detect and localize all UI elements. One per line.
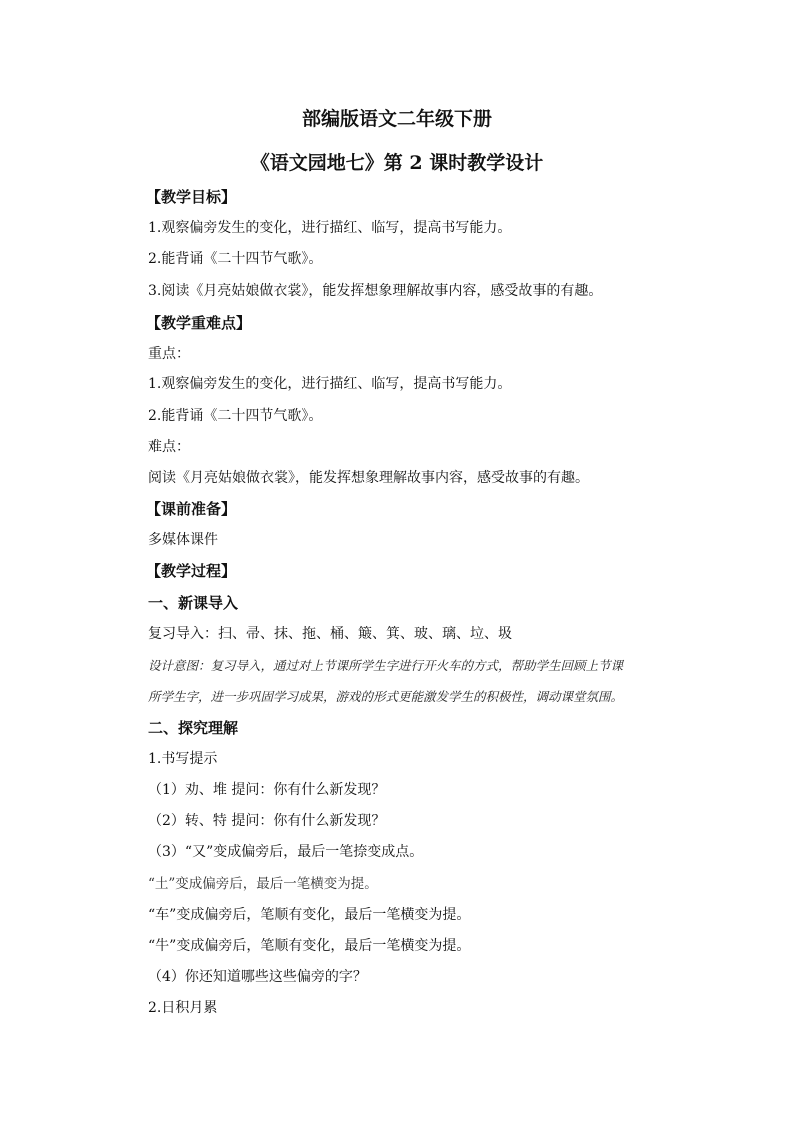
key-points-heading: 【教学重难点】: [146, 314, 252, 332]
key-label: 重点：: [148, 346, 190, 362]
question-2: （2）转、特 提问：你有什么新发现？: [148, 813, 386, 829]
objective-item-3: 3.阅读《月亮姑娘做衣裳》，能发挥想象理解故事内容，感受故事的有趣。: [148, 283, 603, 299]
question-3: （3）“又”变成偏旁后，最后一笔捺变成点。: [148, 844, 424, 860]
key-item-1: 1.观察偏旁发生的变化，进行描红、临写，提高书写能力。: [148, 376, 512, 392]
design-note-line2: 所学生字，进一步巩固学习成果，游戏的形式更能激发学生的积极性，调动课堂氛围。: [148, 689, 624, 704]
question-3-niu: “牛”变成偏旁后，笔顺有变化，最后一笔横变为提。: [148, 938, 471, 954]
objective-item-2: 2.能背诵《二十四节气歌》。: [148, 251, 323, 267]
objectives-heading: 【教学目标】: [146, 188, 237, 206]
part2-title: 二、探究理解: [148, 719, 239, 737]
part1-title: 一、新课导入: [148, 594, 239, 612]
design-note-line1: 设计意图：复习导入，通过对上节课所学生字进行开火车的方式，帮助学生回顾上节课: [148, 658, 624, 673]
writing-tips-item: 1.书写提示: [148, 751, 218, 767]
question-3-che: “车”变成偏旁后，笔顺有变化，最后一笔横变为提。: [148, 907, 471, 923]
process-heading: 【教学过程】: [146, 562, 237, 580]
question-4: （4）你还知道哪些这些偏旁的字？: [148, 969, 367, 985]
preparation-text: 多媒体课件: [148, 532, 218, 548]
review-text: 复习导入：扫、帚、抹、拖、桶、簸、箕、玻、璃、垃、圾: [148, 626, 512, 642]
question-1: （1）劝、堆 提问：你有什么新发现？: [148, 782, 386, 798]
key-item-2: 2.能背诵《二十四节气歌》。: [148, 408, 323, 424]
document-title-line2: 《语文园地七》第 2 课时教学设计: [250, 152, 544, 174]
preparation-heading: 【课前准备】: [146, 500, 237, 518]
daily-accumulation-item: 2.日积月累: [148, 1000, 218, 1016]
question-3-tu: “土”变成偏旁后，最后一笔横变为提。: [148, 876, 378, 892]
difficult-label: 难点：: [148, 439, 190, 455]
document-title-line1: 部编版语文二年级下册: [301, 108, 492, 130]
difficult-text: 阅读《月亮姑娘做衣裳》，能发挥想象理解故事内容，感受故事的有趣。: [148, 470, 589, 486]
objective-item-1: 1.观察偏旁发生的变化，进行描红、临写，提高书写能力。: [148, 220, 512, 236]
